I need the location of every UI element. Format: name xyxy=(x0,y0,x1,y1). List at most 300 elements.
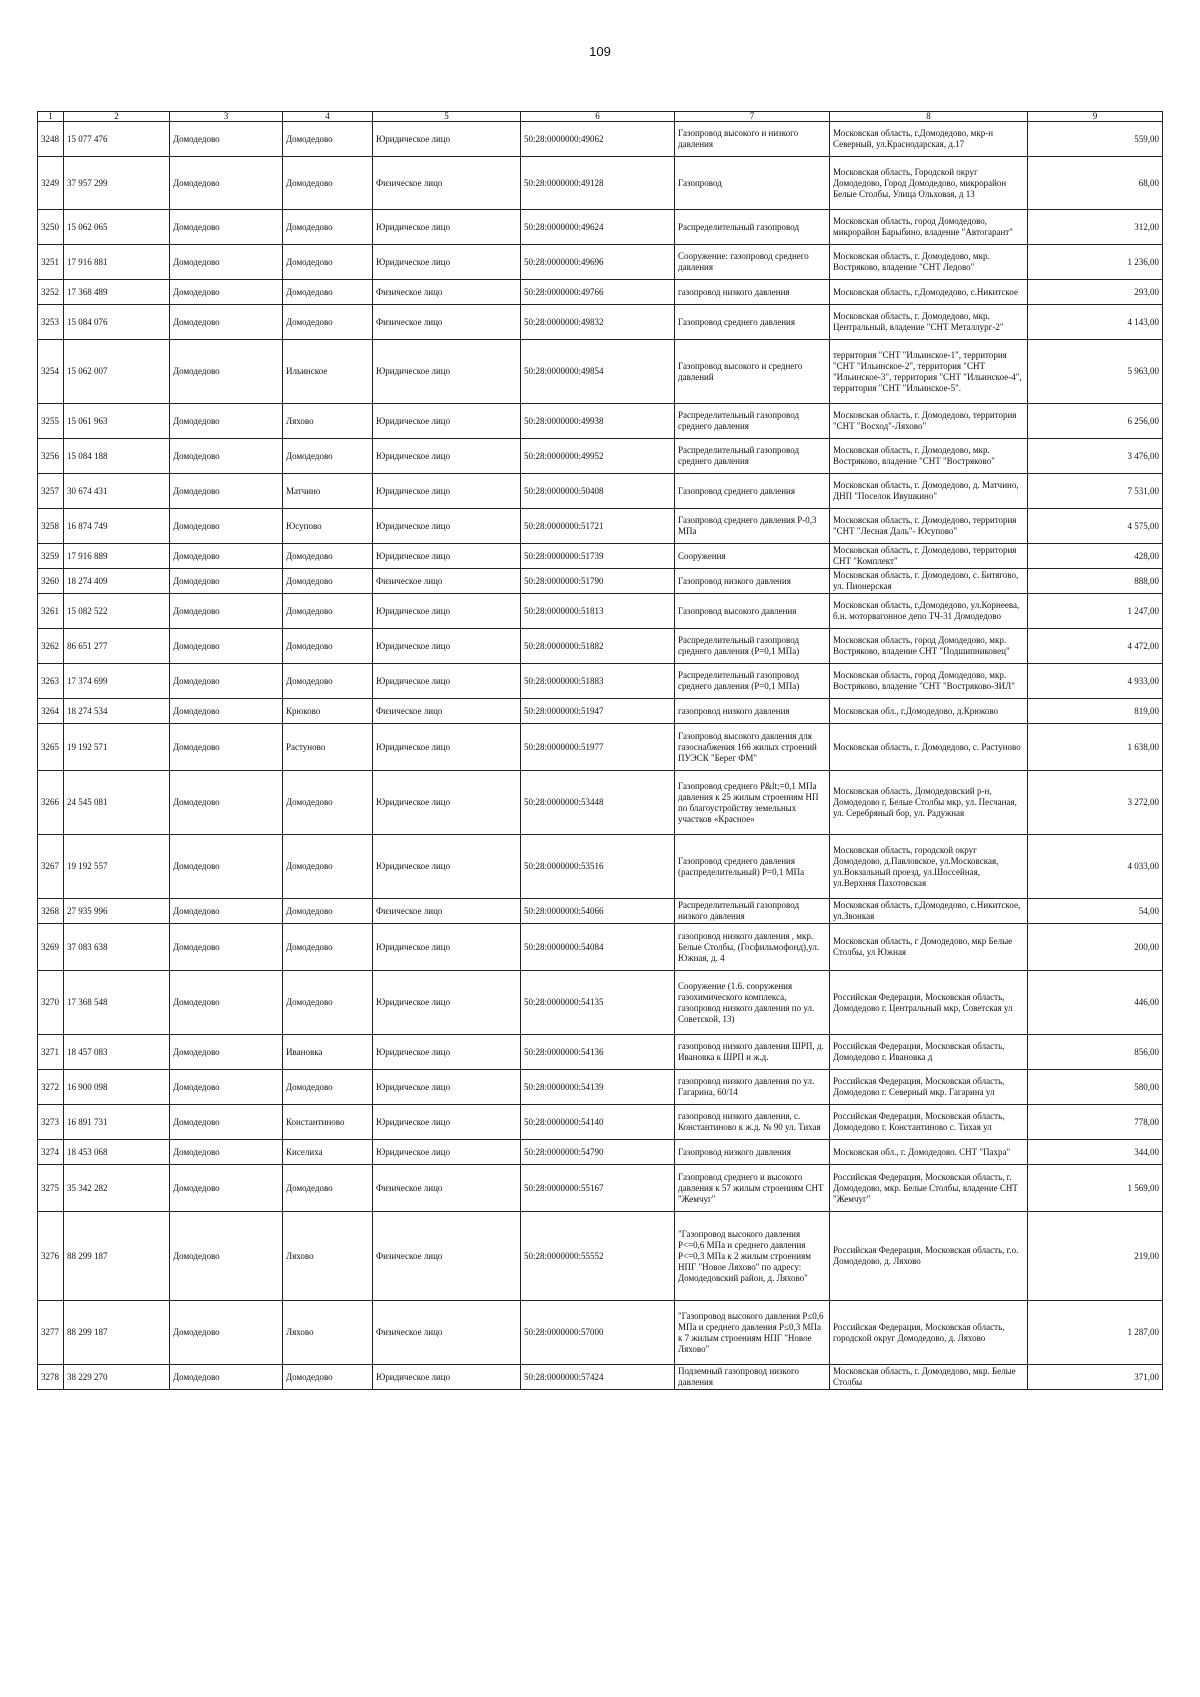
address-cell: Московская область, г. Домодедово, территория СНТ "Комплект" xyxy=(830,544,1028,569)
row-number-cell: 3259 xyxy=(38,544,64,569)
locality-cell: Домодедово xyxy=(283,305,373,340)
locality-cell: Домодедово xyxy=(283,569,373,594)
cadastral-number-cell: 50:28:0000000:51977 xyxy=(521,724,675,771)
district-cell: Домодедово xyxy=(170,280,283,305)
table-row xyxy=(38,724,1163,771)
owner-type-cell: Юридическое лицо xyxy=(373,1365,521,1390)
locality-cell: Домодедово xyxy=(283,1165,373,1212)
district-cell: Домодедово xyxy=(170,1165,283,1212)
object-name-cell: газопровод низкого давления xyxy=(675,280,830,305)
owner-type-cell: Юридическое лицо xyxy=(373,724,521,771)
header-cell: 9 xyxy=(1028,112,1163,122)
district-cell: Домодедово xyxy=(170,340,283,404)
owner-type-cell: Физическое лицо xyxy=(373,157,521,210)
row-number-cell: 3249 xyxy=(38,157,64,210)
district-cell: Домодедово xyxy=(170,1301,283,1365)
object-name-cell: Газопровод высокого давления для газоснабжения 166 жилых строений ПУЭСК "Берег ФМ" xyxy=(675,724,830,771)
registry-number-cell: 17 368 548 xyxy=(64,971,170,1035)
table-row xyxy=(38,1140,1163,1165)
table-row xyxy=(38,280,1163,305)
address-cell: Московская область, г. Домодедово, с. Битягово, ул. Пионерская xyxy=(830,569,1028,594)
object-name-cell: Газопровод среднего давления xyxy=(675,474,830,509)
table-row xyxy=(38,1105,1163,1140)
address-cell: Московская область, г. Домодедово, мкр. Востряково, владение "СНТ Ледово" xyxy=(830,245,1028,280)
row-number-cell: 3250 xyxy=(38,210,64,245)
locality-cell: Домодедово xyxy=(283,122,373,157)
registry-number-cell: 18 453 068 xyxy=(64,1140,170,1165)
length-value-cell: 819,00 xyxy=(1028,699,1163,724)
registry-number-cell: 18 274 534 xyxy=(64,699,170,724)
district-cell: Домодедово xyxy=(170,971,283,1035)
owner-type-cell: Юридическое лицо xyxy=(373,210,521,245)
cadastral-number-cell: 50:28:0000000:54084 xyxy=(521,924,675,971)
length-value-cell: 1 569,00 xyxy=(1028,1165,1163,1212)
registry-number-cell: 37 083 638 xyxy=(64,924,170,971)
object-name-cell: Газопровод xyxy=(675,157,830,210)
header-cell: 6 xyxy=(521,112,675,122)
cadastral-number-cell: 50:28:0000000:49128 xyxy=(521,157,675,210)
district-cell: Домодедово xyxy=(170,899,283,924)
length-value-cell: 6 256,00 xyxy=(1028,404,1163,439)
object-name-cell: Сооружение: газопровод среднего давления xyxy=(675,245,830,280)
table-row xyxy=(38,899,1163,924)
object-name-cell: Газопровод низкого давления xyxy=(675,1140,830,1165)
row-number-cell: 3248 xyxy=(38,122,64,157)
object-name-cell: Газопровод высокого и низкого давления xyxy=(675,122,830,157)
cadastral-number-cell: 50:28:0000000:49624 xyxy=(521,210,675,245)
cadastral-number-cell: 50:28:0000000:51882 xyxy=(521,629,675,664)
object-name-cell: "Газопровод высокого давления Р≤0,6 МПа и среднего давления Р≤0,3 МПа к 7 жилым строениям НПГ "Новое Ляхово" xyxy=(675,1301,830,1365)
object-name-cell: Газопровод среднего и высокого давления к 57 жилым строениям СНТ "Жемчуг" xyxy=(675,1165,830,1212)
table-row xyxy=(38,404,1163,439)
table-row xyxy=(38,1301,1163,1365)
row-number-cell: 3252 xyxy=(38,280,64,305)
registry-number-cell: 15 084 188 xyxy=(64,439,170,474)
owner-type-cell: Юридическое лицо xyxy=(373,544,521,569)
length-value-cell: 1 287,00 xyxy=(1028,1301,1163,1365)
district-cell: Домодедово xyxy=(170,439,283,474)
address-cell: Московская область, г. Домодедово, д. Матчино, ДНП "Поселок Ивушкино" xyxy=(830,474,1028,509)
locality-cell: Домодедово xyxy=(283,971,373,1035)
address-cell: Российская Федерация, Московская область, Домодедово г. Северный мкр. Гагарина ул xyxy=(830,1070,1028,1105)
district-cell: Домодедово xyxy=(170,924,283,971)
district-cell: Домодедово xyxy=(170,509,283,544)
registry-number-cell: 37 957 299 xyxy=(64,157,170,210)
address-cell: Московская область, г. Домодедово, мкр. Востряково, владение "СНТ "Востряково" xyxy=(830,439,1028,474)
cadastral-number-cell: 50:28:0000000:54136 xyxy=(521,1035,675,1070)
registry-number-cell: 16 891 731 xyxy=(64,1105,170,1140)
row-number-cell: 3260 xyxy=(38,569,64,594)
address-cell: Московская область, Городской округ Домодедово, Город Домодедово, микрорайон Белые Столбы, Улица Ольховая, д 13 xyxy=(830,157,1028,210)
table-row xyxy=(38,971,1163,1035)
registry-number-cell: 19 192 557 xyxy=(64,835,170,899)
header-cell: 2 xyxy=(64,112,170,122)
cadastral-number-cell: 50:28:0000000:49766 xyxy=(521,280,675,305)
district-cell: Домодедово xyxy=(170,245,283,280)
registry-number-cell: 35 342 282 xyxy=(64,1165,170,1212)
object-name-cell: Распределительный газопровод среднего давления xyxy=(675,404,830,439)
address-cell: территория "СНТ "Ильинское-1", территория "СНТ "Ильинское-2", территория "СНТ "Ильинское-3", территория "СНТ "Ильинское-4", территория "СНТ "Ильинское-5". xyxy=(830,340,1028,404)
table-row xyxy=(38,340,1163,404)
length-value-cell: 4 143,00 xyxy=(1028,305,1163,340)
table-row xyxy=(38,1070,1163,1105)
address-cell: Московская область, г. Домодедово, мкр. Центральный, владение "СНТ Металлург-2" xyxy=(830,305,1028,340)
address-cell: Российская Федерация, Московская область, г. Домодедово, мкр. Белые Столбы, владение СНТ "Жемчуг" xyxy=(830,1165,1028,1212)
cadastral-number-cell: 50:28:0000000:54140 xyxy=(521,1105,675,1140)
address-cell: Московская область, город Домодедово, мкр. Востряково, владение "СНТ "Востряково-ЗИЛ" xyxy=(830,664,1028,699)
owner-type-cell: Юридическое лицо xyxy=(373,404,521,439)
length-value-cell: 1 247,00 xyxy=(1028,594,1163,629)
owner-type-cell: Юридическое лицо xyxy=(373,122,521,157)
object-name-cell: Распределительный газопровод среднего давления (Р=0,1 МПа) xyxy=(675,629,830,664)
cadastral-number-cell: 50:28:0000000:51790 xyxy=(521,569,675,594)
cadastral-number-cell: 50:28:0000000:53448 xyxy=(521,771,675,835)
address-cell: Московская обл., г.Домодедово, д.Крюково xyxy=(830,699,1028,724)
address-cell: Московская область, г Домодедово, мкр Белые Столбы, ул Южная xyxy=(830,924,1028,971)
cadastral-number-cell: 50:28:0000000:49062 xyxy=(521,122,675,157)
row-number-cell: 3275 xyxy=(38,1165,64,1212)
registry-number-cell: 15 061 963 xyxy=(64,404,170,439)
row-number-cell: 3264 xyxy=(38,699,64,724)
registry-number-cell: 38 229 270 xyxy=(64,1365,170,1390)
table-row xyxy=(38,699,1163,724)
row-number-cell: 3269 xyxy=(38,924,64,971)
row-number-cell: 3272 xyxy=(38,1070,64,1105)
object-name-cell: Газопровод среднего давления Р-0,3 МПа xyxy=(675,509,830,544)
object-name-cell: Распределительный газопровод среднего давления (Р=0,1 МПа) xyxy=(675,664,830,699)
owner-type-cell: Юридическое лицо xyxy=(373,629,521,664)
table-row xyxy=(38,305,1163,340)
district-cell: Домодедово xyxy=(170,210,283,245)
owner-type-cell: Юридическое лицо xyxy=(373,594,521,629)
row-number-cell: 3278 xyxy=(38,1365,64,1390)
length-value-cell: 3 476,00 xyxy=(1028,439,1163,474)
cadastral-number-cell: 50:28:0000000:54066 xyxy=(521,899,675,924)
row-number-cell: 3265 xyxy=(38,724,64,771)
owner-type-cell: Юридическое лицо xyxy=(373,1105,521,1140)
table-row xyxy=(38,771,1163,835)
locality-cell: Ивановка xyxy=(283,1035,373,1070)
cadastral-number-cell: 50:28:0000000:50408 xyxy=(521,474,675,509)
owner-type-cell: Юридическое лицо xyxy=(373,245,521,280)
length-value-cell: 888,00 xyxy=(1028,569,1163,594)
locality-cell: Ильинское xyxy=(283,340,373,404)
cadastral-number-cell: 50:28:0000000:49832 xyxy=(521,305,675,340)
locality-cell: Домодедово xyxy=(283,439,373,474)
address-cell: Российская Федерация, Московская область, г.о. Домодедово, д. Ляхово xyxy=(830,1212,1028,1301)
district-cell: Домодедово xyxy=(170,157,283,210)
owner-type-cell: Юридическое лицо xyxy=(373,1070,521,1105)
locality-cell: Домодедово xyxy=(283,210,373,245)
object-name-cell: Распределительный газопровод xyxy=(675,210,830,245)
district-cell: Домодедово xyxy=(170,1070,283,1105)
cadastral-number-cell: 50:28:0000000:49952 xyxy=(521,439,675,474)
address-cell: Российская Федерация, Московская область, Домодедово г. Константиново с. Тихая ул xyxy=(830,1105,1028,1140)
address-cell: Российская Федерация, Московская область, Домодедово г. Центральный мкр, Советская ул xyxy=(830,971,1028,1035)
address-cell: Московская область, г. Домодедово, территория "СНТ "Восход"-Ляхово" xyxy=(830,404,1028,439)
address-cell: Московская область, г. Домодедово, территория "СНТ "Лесная Даль"- Юсупово" xyxy=(830,509,1028,544)
row-number-cell: 3266 xyxy=(38,771,64,835)
length-value-cell: 856,00 xyxy=(1028,1035,1163,1070)
table-row xyxy=(38,594,1163,629)
row-number-cell: 3263 xyxy=(38,664,64,699)
row-number-cell: 3255 xyxy=(38,404,64,439)
registry-number-cell: 15 062 007 xyxy=(64,340,170,404)
district-cell: Домодедово xyxy=(170,724,283,771)
row-number-cell: 3270 xyxy=(38,971,64,1035)
registry-number-cell: 15 082 522 xyxy=(64,594,170,629)
object-name-cell: Газопровод высокого давления xyxy=(675,594,830,629)
row-number-cell: 3267 xyxy=(38,835,64,899)
cadastral-number-cell: 50:28:0000000:51947 xyxy=(521,699,675,724)
length-value-cell: 293,00 xyxy=(1028,280,1163,305)
address-cell: Московская область, г.Домодедово, с.Никитское xyxy=(830,280,1028,305)
length-value-cell: 1 638,00 xyxy=(1028,724,1163,771)
length-value-cell: 68,00 xyxy=(1028,157,1163,210)
district-cell: Домодедово xyxy=(170,1365,283,1390)
address-cell: Московская область, г.Домодедово, с.Никитское, ул.Звонкая xyxy=(830,899,1028,924)
registry-number-cell: 19 192 571 xyxy=(64,724,170,771)
district-cell: Домодедово xyxy=(170,474,283,509)
locality-cell: Домодедово xyxy=(283,924,373,971)
table-row xyxy=(38,664,1163,699)
locality-cell: Ляхово xyxy=(283,404,373,439)
cadastral-number-cell: 50:28:0000000:51883 xyxy=(521,664,675,699)
cadastral-number-cell: 50:28:0000000:51813 xyxy=(521,594,675,629)
cadastral-number-cell: 50:28:0000000:51739 xyxy=(521,544,675,569)
table-row xyxy=(38,439,1163,474)
row-number-cell: 3258 xyxy=(38,509,64,544)
table-row xyxy=(38,1365,1163,1390)
header-cell: 3 xyxy=(170,112,283,122)
locality-cell: Домодедово xyxy=(283,245,373,280)
object-name-cell: Сооружения xyxy=(675,544,830,569)
district-cell: Домодедово xyxy=(170,1140,283,1165)
length-value-cell: 3 272,00 xyxy=(1028,771,1163,835)
district-cell: Домодедово xyxy=(170,569,283,594)
registry-number-cell: 88 299 187 xyxy=(64,1212,170,1301)
locality-cell: Ляхово xyxy=(283,1212,373,1301)
owner-type-cell: Физическое лицо xyxy=(373,1165,521,1212)
registry-number-cell: 24 545 081 xyxy=(64,771,170,835)
address-cell: Московская область, Домодедовский р-н, Домодедово г, Белые Столбы мкр, ул. Песчаная, ул. Серебряный бор, ул. Радужная xyxy=(830,771,1028,835)
table-row xyxy=(38,157,1163,210)
locality-cell: Домодедово xyxy=(283,1070,373,1105)
registry-number-cell: 17 374 699 xyxy=(64,664,170,699)
length-value-cell: 428,00 xyxy=(1028,544,1163,569)
district-cell: Домодедово xyxy=(170,594,283,629)
locality-cell: Домодедово xyxy=(283,664,373,699)
locality-cell: Домодедово xyxy=(283,899,373,924)
table-row xyxy=(38,569,1163,594)
locality-cell: Киселиха xyxy=(283,1140,373,1165)
locality-cell: Крюково xyxy=(283,699,373,724)
registry-number-cell: 15 062 065 xyxy=(64,210,170,245)
cadastral-number-cell: 50:28:0000000:49938 xyxy=(521,404,675,439)
registry-number-cell: 18 274 409 xyxy=(64,569,170,594)
length-value-cell: 54,00 xyxy=(1028,899,1163,924)
row-number-cell: 3254 xyxy=(38,340,64,404)
cadastral-number-cell: 50:28:0000000:57000 xyxy=(521,1301,675,1365)
district-cell: Домодедово xyxy=(170,122,283,157)
length-value-cell: 1 236,00 xyxy=(1028,245,1163,280)
table-row xyxy=(38,1165,1163,1212)
registry-number-cell: 17 916 889 xyxy=(64,544,170,569)
object-name-cell: Распределительный газопровод низкого давления xyxy=(675,899,830,924)
row-number-cell: 3273 xyxy=(38,1105,64,1140)
row-number-cell: 3268 xyxy=(38,899,64,924)
length-value-cell: 7 531,00 xyxy=(1028,474,1163,509)
length-value-cell: 4 933,00 xyxy=(1028,664,1163,699)
locality-cell: Домодедово xyxy=(283,280,373,305)
locality-cell: Домодедово xyxy=(283,835,373,899)
locality-cell: Домодедово xyxy=(283,1365,373,1390)
row-number-cell: 3262 xyxy=(38,629,64,664)
registry-number-cell: 15 077 476 xyxy=(64,122,170,157)
row-number-cell: 3274 xyxy=(38,1140,64,1165)
cadastral-number-cell: 50:28:0000000:49696 xyxy=(521,245,675,280)
length-value-cell: 4 575,00 xyxy=(1028,509,1163,544)
row-number-cell: 3257 xyxy=(38,474,64,509)
object-name-cell: Газопровод среднего давления xyxy=(675,305,830,340)
length-value-cell: 371,00 xyxy=(1028,1365,1163,1390)
object-name-cell: Газопровод низкого давления xyxy=(675,569,830,594)
locality-cell: Растуново xyxy=(283,724,373,771)
object-name-cell: Газопровод высокого и среднего давлений xyxy=(675,340,830,404)
registry-number-cell: 30 674 431 xyxy=(64,474,170,509)
owner-type-cell: Физическое лицо xyxy=(373,569,521,594)
object-name-cell: Газопровод среднего P&lt;=0,1 МПа давления к 25 жилым строениям НП по благоустройству земельных участков «Красное» xyxy=(675,771,830,835)
cadastral-number-cell: 50:28:0000000:54790 xyxy=(521,1140,675,1165)
locality-cell: Домодедово xyxy=(283,629,373,664)
header-cell: 5 xyxy=(373,112,521,122)
object-name-cell: Сооружение (1.6. сооружения газохимического комплекса, газопровод низкого давления по ул. Советской, 13) xyxy=(675,971,830,1035)
object-name-cell: газопровод низкого давления , мкр. Белые Столбы, (Госфильмофонд),ул. Южная, д. 4 xyxy=(675,924,830,971)
owner-type-cell: Юридическое лицо xyxy=(373,835,521,899)
object-name-cell: газопровод низкого давления по ул. Гагарина, 60/14 xyxy=(675,1070,830,1105)
owner-type-cell: Юридическое лицо xyxy=(373,924,521,971)
district-cell: Домодедово xyxy=(170,1105,283,1140)
object-name-cell: Распределительный газопровод среднего давления xyxy=(675,439,830,474)
length-value-cell: 5 963,00 xyxy=(1028,340,1163,404)
length-value-cell: 446,00 xyxy=(1028,971,1163,1035)
owner-type-cell: Юридическое лицо xyxy=(373,1035,521,1070)
object-name-cell: Подземный газопровод низкого давления xyxy=(675,1365,830,1390)
cadastral-number-cell: 50:28:0000000:54139 xyxy=(521,1070,675,1105)
row-number-cell: 3251 xyxy=(38,245,64,280)
length-value-cell: 580,00 xyxy=(1028,1070,1163,1105)
table-row xyxy=(38,835,1163,899)
address-cell: Российская Федерация, Московская область, городской округ Домодедово, д. Ляхово xyxy=(830,1301,1028,1365)
district-cell: Домодедово xyxy=(170,404,283,439)
row-number-cell: 3261 xyxy=(38,594,64,629)
table-row xyxy=(38,924,1163,971)
locality-cell: Домодедово xyxy=(283,771,373,835)
address-cell: Российская Федерация, Московская область, Домодедово г. Ивановка д xyxy=(830,1035,1028,1070)
cadastral-number-cell: 50:28:0000000:55167 xyxy=(521,1165,675,1212)
address-cell: Московская область, г.Домодедово, ул.Корнеева, б.н. моторвагонное депо ТЧ-31 Домодедово xyxy=(830,594,1028,629)
row-number-cell: 3253 xyxy=(38,305,64,340)
registry-number-cell: 17 916 881 xyxy=(64,245,170,280)
locality-cell: Домодедово xyxy=(283,594,373,629)
owner-type-cell: Физическое лицо xyxy=(373,1301,521,1365)
length-value-cell: 778,00 xyxy=(1028,1105,1163,1140)
cadastral-number-cell: 50:28:0000000:55552 xyxy=(521,1212,675,1301)
page-number: 109 xyxy=(589,44,611,59)
district-cell: Домодедово xyxy=(170,1035,283,1070)
cadastral-number-cell: 50:28:0000000:54135 xyxy=(521,971,675,1035)
district-cell: Домодедово xyxy=(170,771,283,835)
length-value-cell: 344,00 xyxy=(1028,1140,1163,1165)
table-row xyxy=(38,210,1163,245)
length-value-cell: 4 472,00 xyxy=(1028,629,1163,664)
cadastral-number-cell: 50:28:0000000:57424 xyxy=(521,1365,675,1390)
object-name-cell: "Газопровод высокого давления Р<=0,6 МПа и среднего давления Р<=0,3 МПа к 2 жилым строениям НПГ "Новое Ляхово" по адресу: Домодедовский район, д. Ляхово" xyxy=(675,1212,830,1301)
locality-cell: Юсупово xyxy=(283,509,373,544)
address-cell: Московская область, город Домодедово, микрорайон Барыбино, владение "Автогарант" xyxy=(830,210,1028,245)
owner-type-cell: Юридическое лицо xyxy=(373,439,521,474)
table-row xyxy=(38,544,1163,569)
length-value-cell: 4 033,00 xyxy=(1028,835,1163,899)
header-cell: 7 xyxy=(675,112,830,122)
table-row xyxy=(38,1212,1163,1301)
district-cell: Домодедово xyxy=(170,1212,283,1301)
table-row xyxy=(38,245,1163,280)
header-cell: 8 xyxy=(830,112,1028,122)
length-value-cell: 559,00 xyxy=(1028,122,1163,157)
locality-cell: Домодедово xyxy=(283,157,373,210)
district-cell: Домодедово xyxy=(170,629,283,664)
row-number-cell: 3271 xyxy=(38,1035,64,1070)
owner-type-cell: Физическое лицо xyxy=(373,1212,521,1301)
object-name-cell: газопровод низкого давления xyxy=(675,699,830,724)
owner-type-cell: Физическое лицо xyxy=(373,699,521,724)
registry-number-cell: 15 084 076 xyxy=(64,305,170,340)
locality-cell: Константиново xyxy=(283,1105,373,1140)
registry-number-cell: 86 651 277 xyxy=(64,629,170,664)
locality-cell: Домодедово xyxy=(283,544,373,569)
district-cell: Домодедово xyxy=(170,544,283,569)
table-body xyxy=(38,122,1163,1390)
cadastral-number-cell: 50:28:0000000:53516 xyxy=(521,835,675,899)
district-cell: Домодедово xyxy=(170,835,283,899)
owner-type-cell: Юридическое лицо xyxy=(373,340,521,404)
cadastral-number-cell: 50:28:0000000:51721 xyxy=(521,509,675,544)
header-row xyxy=(38,112,1163,122)
owner-type-cell: Юридическое лицо xyxy=(373,971,521,1035)
locality-cell: Ляхово xyxy=(283,1301,373,1365)
length-value-cell: 312,00 xyxy=(1028,210,1163,245)
registry-table xyxy=(37,111,1163,1390)
table-row xyxy=(38,1035,1163,1070)
address-cell: Московская область, г. Домодедово, с. Растуново xyxy=(830,724,1028,771)
owner-type-cell: Юридическое лицо xyxy=(373,509,521,544)
header-cell: 1 xyxy=(38,112,64,122)
owner-type-cell: Юридическое лицо xyxy=(373,474,521,509)
registry-number-cell: 17 368 489 xyxy=(64,280,170,305)
registry-number-cell: 16 874 749 xyxy=(64,509,170,544)
row-number-cell: 3277 xyxy=(38,1301,64,1365)
address-cell: Московская область, г.Домодедово, мкр-н Северный, ул.Краснодарская, д.17 xyxy=(830,122,1028,157)
table-row xyxy=(38,509,1163,544)
owner-type-cell: Физическое лицо xyxy=(373,305,521,340)
owner-type-cell: Юридическое лицо xyxy=(373,664,521,699)
object-name-cell: газопровод низкого давления ШРП, д. Ивановка к ШРП и ж.д. xyxy=(675,1035,830,1070)
owner-type-cell: Физическое лицо xyxy=(373,280,521,305)
table-row xyxy=(38,122,1163,157)
address-cell: Московская область, городской округ Домодедово, д.Павловское, ул.Московская, ул.Вокзальный проезд, ул.Шоссейная, ул.Верхняя Пахотовская xyxy=(830,835,1028,899)
locality-cell: Матчино xyxy=(283,474,373,509)
